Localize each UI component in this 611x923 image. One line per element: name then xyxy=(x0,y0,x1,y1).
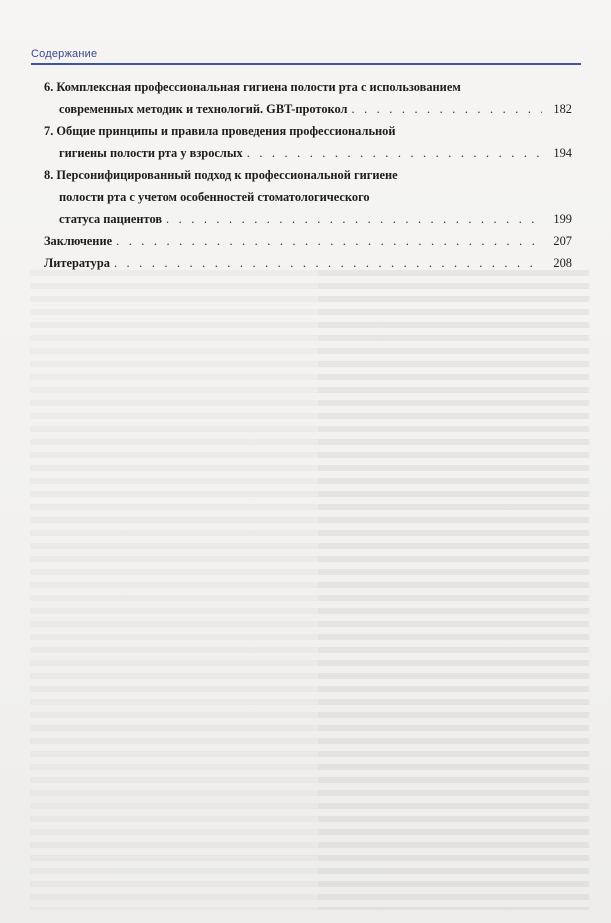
toc-entry-last-line xyxy=(44,142,572,164)
toc-entry-title-line: Общие принципы и правила проведения профессиональной xyxy=(56,124,396,138)
toc-entry-number: 7. xyxy=(44,124,54,138)
toc-entry-last-line xyxy=(44,208,572,230)
toc-entry-title-line: современных методик и технологий. GBT-протокол xyxy=(59,102,348,116)
toc-entry-last-line xyxy=(44,252,572,274)
toc-page-number: 182 xyxy=(553,102,572,116)
bleed-through-texture-right xyxy=(318,270,588,910)
toc-entry-line xyxy=(44,186,572,208)
leader-dots xyxy=(116,230,542,252)
leader-dots xyxy=(114,252,542,274)
toc-entry-8[interactable] xyxy=(44,164,572,230)
toc-entry-line xyxy=(44,76,572,98)
toc-entry-last-line xyxy=(44,98,572,120)
leader-dots xyxy=(247,142,542,164)
toc-entry-title-line: Персонифицированный подход к профессиональной гигиене xyxy=(56,168,398,182)
leader-dots xyxy=(166,208,542,230)
toc-entry-title-line: Заключение xyxy=(44,234,113,248)
toc-entry-line xyxy=(44,120,572,142)
toc-page-number: 208 xyxy=(553,256,572,270)
toc-page-number: 207 xyxy=(553,234,572,248)
running-head: Содержание xyxy=(31,48,98,60)
toc-entry-title-line: статуса пациентов xyxy=(59,212,163,226)
table-of-contents xyxy=(44,76,572,274)
toc-entry-number: 6. xyxy=(44,80,54,94)
toc-entry-literature[interactable] xyxy=(44,252,572,274)
toc-page-number: 194 xyxy=(553,146,572,160)
toc-entry-6[interactable] xyxy=(44,76,572,120)
bleed-through-texture xyxy=(30,270,590,910)
toc-entry-conclusion[interactable] xyxy=(44,230,572,252)
toc-page-number: 199 xyxy=(553,212,572,226)
toc-entry-7[interactable] xyxy=(44,120,572,164)
toc-entry-number: 8. xyxy=(44,168,54,182)
toc-entry-line xyxy=(44,164,572,186)
toc-entry-title-line: гигиены полости рта у взрослых xyxy=(59,146,243,160)
toc-entry-last-line xyxy=(44,230,572,252)
leader-dots xyxy=(351,98,542,120)
toc-entry-title-line: Комплексная профессиональная гигиена полости рта с использованием xyxy=(56,80,461,94)
header-rule xyxy=(31,63,581,65)
toc-entry-title-line: Литература xyxy=(44,256,110,270)
toc-entry-title-line: полости рта с учетом особенностей стоматологического xyxy=(59,190,370,204)
